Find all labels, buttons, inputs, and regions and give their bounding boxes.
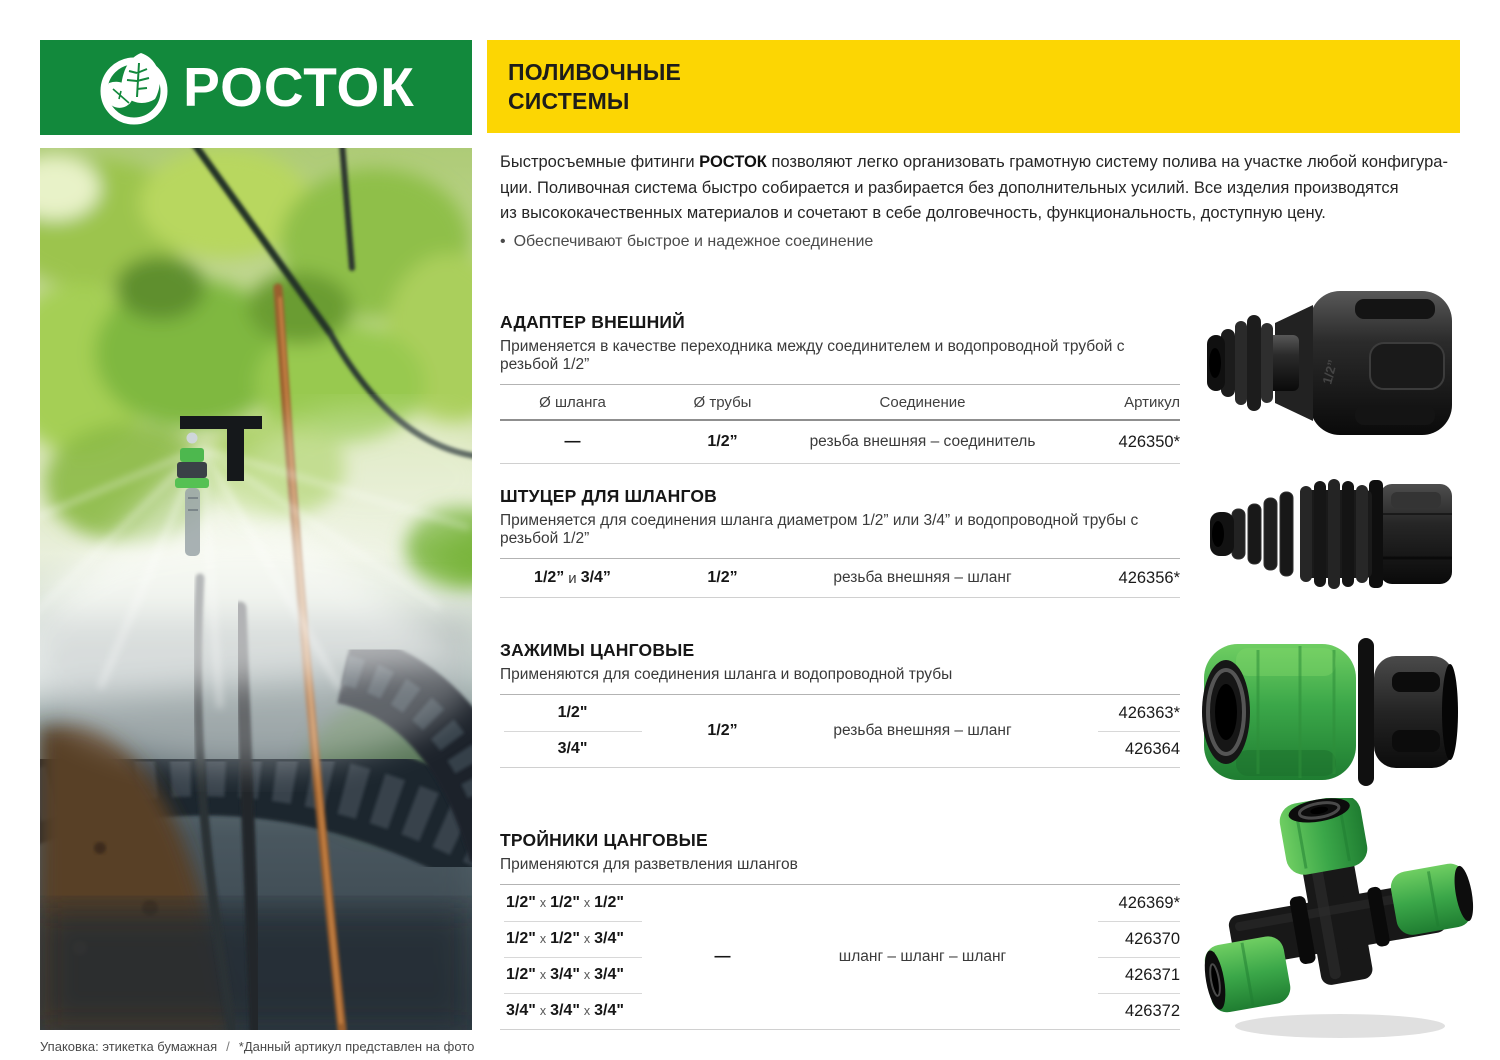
row-divider [1098, 993, 1180, 994]
row-divider [504, 921, 642, 922]
section-description: Применяется для соединения шланга диаметром 1/2” или 3/4” и водопроводной трубы с резьбой 1/2” [500, 512, 1139, 547]
pipe-size: 1/2” [707, 569, 738, 586]
connection-type-merged: шланг – шланг – шланг [838, 948, 1007, 965]
row-divider [1098, 921, 1180, 922]
brand-logo-box [40, 40, 472, 135]
col-header-connection: Соединение [879, 393, 966, 411]
section-clamps [500, 640, 1180, 768]
brand-logo-text: РОСТОК [183, 56, 415, 118]
tee-sizes: 3/4" х 3/4" х 3/4" [506, 1002, 624, 1019]
tee-sizes: 1/2" х 3/4" х 3/4" [506, 966, 624, 983]
pipe-size-merged: — [714, 948, 731, 965]
article-number: 426363* [1118, 703, 1180, 722]
feature-bullet-text: Обеспечивают быстрое и надежное соединение [513, 233, 874, 250]
article-number: 426350* [1118, 432, 1180, 451]
header-title-bar [487, 40, 1460, 133]
section-tees [500, 830, 1180, 1030]
row-divider [1098, 731, 1180, 732]
hose-size: 3/4" [557, 740, 588, 757]
rostok-leaf-logo-icon [97, 49, 171, 127]
section-barb [500, 486, 1180, 598]
hose-size: 1/2” и 3/4” [534, 569, 611, 587]
feature-bullet [500, 233, 873, 251]
adapter-table [500, 384, 1180, 464]
article-number: 426356* [1118, 568, 1180, 587]
bullet-marker: • [500, 233, 506, 250]
page-title-line1: ПОЛИВОЧНЫЕ [508, 58, 682, 85]
adapter-size-marking: 1/2” [1319, 358, 1341, 386]
product-photo-barb [1205, 462, 1460, 607]
intro-line3: из высококачественных материалов и сочетают в себе долговечность, функциональность, доступную цену. [500, 204, 1326, 222]
barb-table [500, 558, 1180, 598]
col-header-hose: Ø шланга [539, 393, 606, 411]
article-number: 426371 [1124, 965, 1180, 984]
pipe-size: 1/2” [707, 433, 738, 450]
section-title: ШТУЦЕР ДЛЯ ШЛАНГОВ [500, 486, 718, 506]
brand-name-inline: РОСТОК [699, 153, 767, 171]
intro-line2: ции. Поливочная система быстро собирается и разбирается без дополнительных усилий. Все изделия производятся [500, 178, 1399, 197]
product-photo-adapter [1205, 283, 1460, 448]
section-description: Применяется в качестве переходника между соединителем и водопроводной трубой с резьбой 1/2” [500, 338, 1125, 373]
hose-size: 1/2" [557, 704, 588, 721]
article-number: 426364 [1124, 739, 1180, 758]
tee-sizes: 1/2" х 1/2" х 1/2" [506, 894, 624, 911]
table-header-row [500, 384, 1180, 421]
clamps-table [500, 694, 1180, 768]
connection-type-merged: резьба внешняя – шланг [833, 722, 1012, 739]
section-description: Применяются для соединения шланга и водопроводной трубы [500, 666, 953, 683]
col-header-article: Артикул [1124, 393, 1180, 411]
page-title-line2: СИСТЕМЫ [508, 87, 630, 114]
connection-type: резьба внешняя – соединитель [809, 433, 1036, 450]
section-title: ЗАЖИМЫ ЦАНГОВЫЕ [500, 640, 695, 660]
hose-size: — [564, 433, 581, 450]
footer-note [40, 1039, 474, 1054]
section-description: Применяются для разветвления шлангов [500, 856, 798, 873]
col-header-pipe: Ø трубы [693, 393, 752, 411]
article-photo-note: *Данный артикул представлен на фото [238, 1039, 475, 1054]
packaging-note: Упаковка: этикетка бумажная [40, 1039, 218, 1054]
garden-irrigation-photo [40, 148, 472, 1030]
section-title: АДАПТЕР ВНЕШНИЙ [500, 312, 685, 332]
section-title: ТРОЙНИКИ ЦАНГОВЫЕ [500, 830, 708, 850]
article-number: 426370 [1124, 929, 1180, 948]
table-row [500, 421, 1180, 464]
product-photo-clamp [1192, 632, 1460, 797]
intro-paragraph [500, 150, 1457, 227]
article-number: 426372 [1124, 1001, 1180, 1020]
row-divider [504, 957, 642, 958]
section-adapter [500, 312, 1180, 464]
connection-type: резьба внешняя – шланг [833, 569, 1012, 586]
intro-line1: Быстросъемные фитинги РОСТОК позволяют легко организовать грамотную систему полива на участке любой конфигура- [500, 153, 1448, 171]
tee-sizes: 1/2" х 1/2" х 3/4" [506, 930, 624, 947]
row-divider [1098, 957, 1180, 958]
row-divider [504, 731, 642, 732]
pipe-size-merged: 1/2” [707, 722, 738, 739]
footer-divider: / [226, 1039, 230, 1054]
product-photo-tee [1200, 798, 1475, 1048]
table-row [500, 558, 1180, 598]
tees-table [500, 884, 1180, 1030]
article-number: 426369* [1118, 893, 1180, 912]
row-divider [504, 993, 642, 994]
